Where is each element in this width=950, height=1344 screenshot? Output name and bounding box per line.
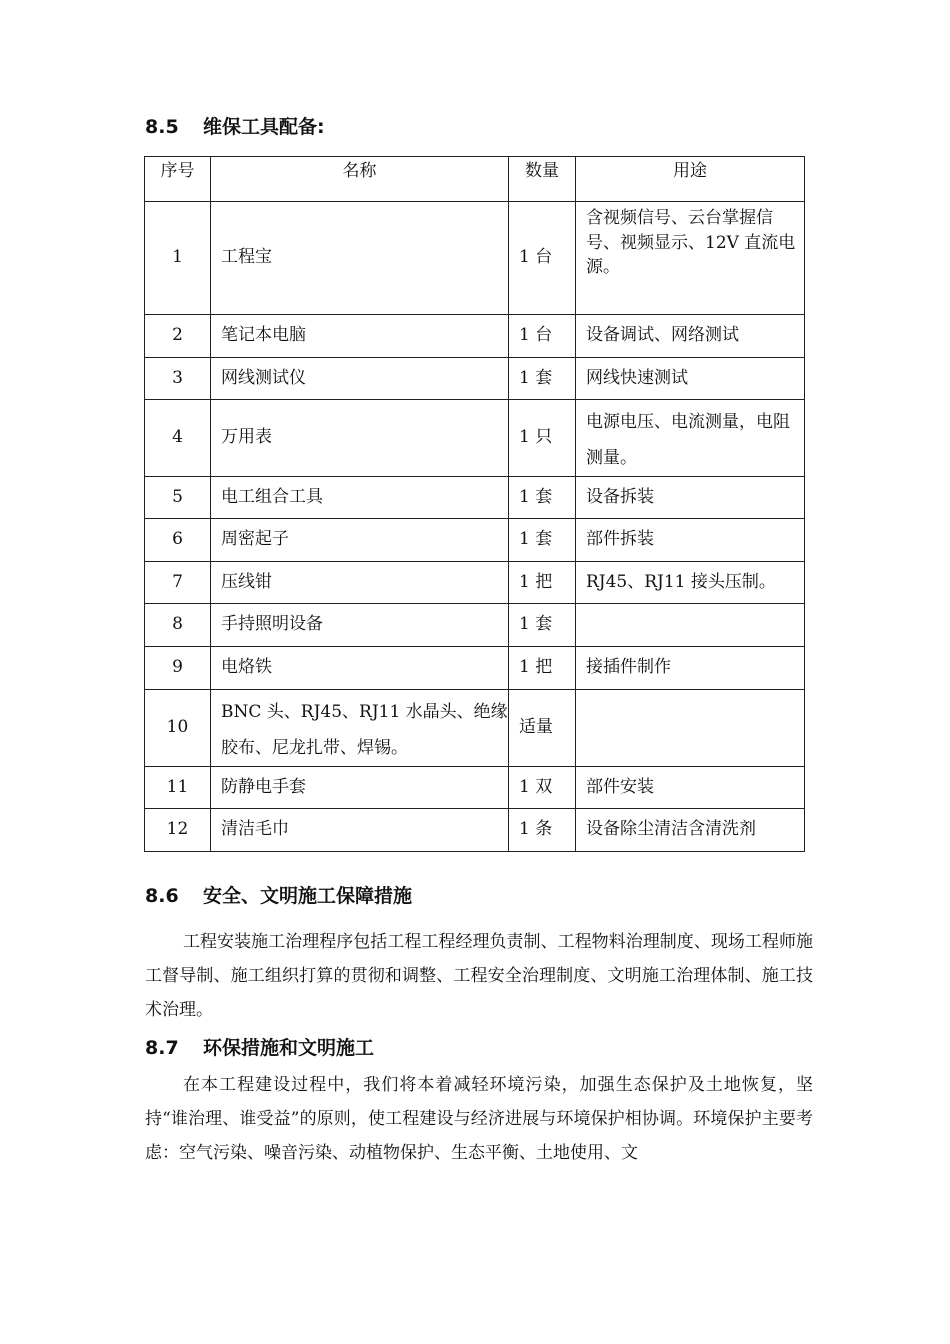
header-no: 序号 bbox=[145, 157, 211, 202]
section-number: 8.6 bbox=[145, 885, 179, 907]
header-qty: 数量 bbox=[509, 157, 576, 202]
cell-name: 工程宝 bbox=[211, 202, 509, 315]
cell-use bbox=[576, 690, 805, 767]
cell-name: 清洁毛巾 bbox=[211, 809, 509, 852]
cell-no: 11 bbox=[145, 767, 211, 809]
cell-qty: 1 把 bbox=[509, 647, 576, 690]
table-row bbox=[145, 400, 805, 477]
cell-use: RJ45、RJ11 接头压制。 bbox=[576, 562, 805, 604]
section-title: 安全、文明施工保障措施 bbox=[203, 885, 413, 907]
cell-qty: 1 把 bbox=[509, 562, 576, 604]
cell-name: 电工组合工具 bbox=[211, 477, 509, 519]
cell-qty: 1 条 bbox=[509, 809, 576, 852]
section-title: 环保措施和文明施工 bbox=[203, 1037, 375, 1059]
cell-use: 设备除尘清洁含清洗剂 bbox=[576, 809, 805, 852]
cell-use: 设备调试、网络测试 bbox=[576, 315, 805, 358]
cell-qty: 1 套 bbox=[509, 358, 576, 400]
cell-use bbox=[576, 202, 805, 315]
section-number: 8.5 bbox=[145, 116, 179, 138]
table-row bbox=[145, 202, 805, 315]
cell-no: 5 bbox=[145, 477, 211, 519]
cell-qty: 适量 bbox=[509, 690, 576, 767]
section-8-7-body: 在本工程建设过程中，我们将本着减轻环境污染，加强生态保护及土地恢复，坚持“谁治理、谁受益”的原则，使工程建设与经济进展与环境保护相协调。环境保护主要考虑：空气污染、噪音污染、动植物保护、生态平衡、土地使用、文 bbox=[145, 1075, 813, 1163]
cell-name: 周密起子 bbox=[211, 519, 509, 562]
cell-use: 设备拆装 bbox=[576, 477, 805, 519]
cell-use: 电源电压、电流测量，电阻测量。 bbox=[576, 400, 805, 477]
cell-qty: 1 台 bbox=[509, 202, 576, 315]
cell-no: 7 bbox=[145, 562, 211, 604]
cell-qty: 1 只 bbox=[509, 400, 576, 477]
cell-use: 接插件制作 bbox=[576, 647, 805, 690]
maintenance-tools-table bbox=[144, 156, 805, 852]
table-row bbox=[145, 315, 805, 358]
cell-use bbox=[576, 604, 805, 647]
cell-name: 压线钳 bbox=[211, 562, 509, 604]
table-header-row bbox=[145, 157, 805, 202]
cell-name: 电烙铁 bbox=[211, 647, 509, 690]
cell-name: 手持照明设备 bbox=[211, 604, 509, 647]
cell-name: 防静电手套 bbox=[211, 767, 509, 809]
cell-qty: 1 双 bbox=[509, 767, 576, 809]
table-row bbox=[145, 562, 805, 604]
section-heading-8-5 bbox=[145, 112, 325, 139]
table-row bbox=[145, 604, 805, 647]
cell-no: 9 bbox=[145, 647, 211, 690]
cell-use-text: 含视频信号、云台掌握信号、视频显示、12V 直流电 源。 bbox=[586, 208, 796, 278]
cell-qty: 1 套 bbox=[509, 604, 576, 647]
table-row bbox=[145, 477, 805, 519]
cell-no: 12 bbox=[145, 809, 211, 852]
cell-no: 8 bbox=[145, 604, 211, 647]
table-row bbox=[145, 767, 805, 809]
table-row bbox=[145, 809, 805, 852]
section-heading-8-6 bbox=[145, 881, 412, 908]
cell-no: 4 bbox=[145, 400, 211, 477]
header-use: 用途 bbox=[576, 157, 805, 202]
cell-no: 1 bbox=[145, 202, 211, 315]
section-title: 维保工具配备: bbox=[203, 116, 325, 138]
cell-qty: 1 套 bbox=[509, 519, 576, 562]
cell-use: 部件拆装 bbox=[576, 519, 805, 562]
cell-name: 网线测试仪 bbox=[211, 358, 509, 400]
cell-use: 部件安装 bbox=[576, 767, 805, 809]
cell-name: 万用表 bbox=[211, 400, 509, 477]
header-name: 名称 bbox=[211, 157, 509, 202]
table-row bbox=[145, 647, 805, 690]
table-row bbox=[145, 358, 805, 400]
cell-qty: 1 台 bbox=[509, 315, 576, 358]
cell-no: 6 bbox=[145, 519, 211, 562]
table-row bbox=[145, 690, 805, 767]
cell-name: BNC 头、RJ45、RJ11 水晶头、绝缘胶布、尼龙扎带、焊锡。 bbox=[211, 690, 509, 767]
table-row bbox=[145, 519, 805, 562]
cell-qty: 1 套 bbox=[509, 477, 576, 519]
section-8-6-body: 工程安装施工治理程序包括工程工程经理负责制、工程物料治理制度、现场工程师施工督导制、施工组织打算的贯彻和调整、工程安全治理制度、文明施工治理体制、施工技术治理。 bbox=[145, 932, 813, 1020]
cell-no: 3 bbox=[145, 358, 211, 400]
cell-no: 2 bbox=[145, 315, 211, 358]
cell-name: 笔记本电脑 bbox=[211, 315, 509, 358]
cell-use: 网线快速测试 bbox=[576, 358, 805, 400]
section-heading-8-7 bbox=[145, 1033, 374, 1060]
section-number: 8.7 bbox=[145, 1037, 179, 1059]
cell-no: 10 bbox=[145, 690, 211, 767]
